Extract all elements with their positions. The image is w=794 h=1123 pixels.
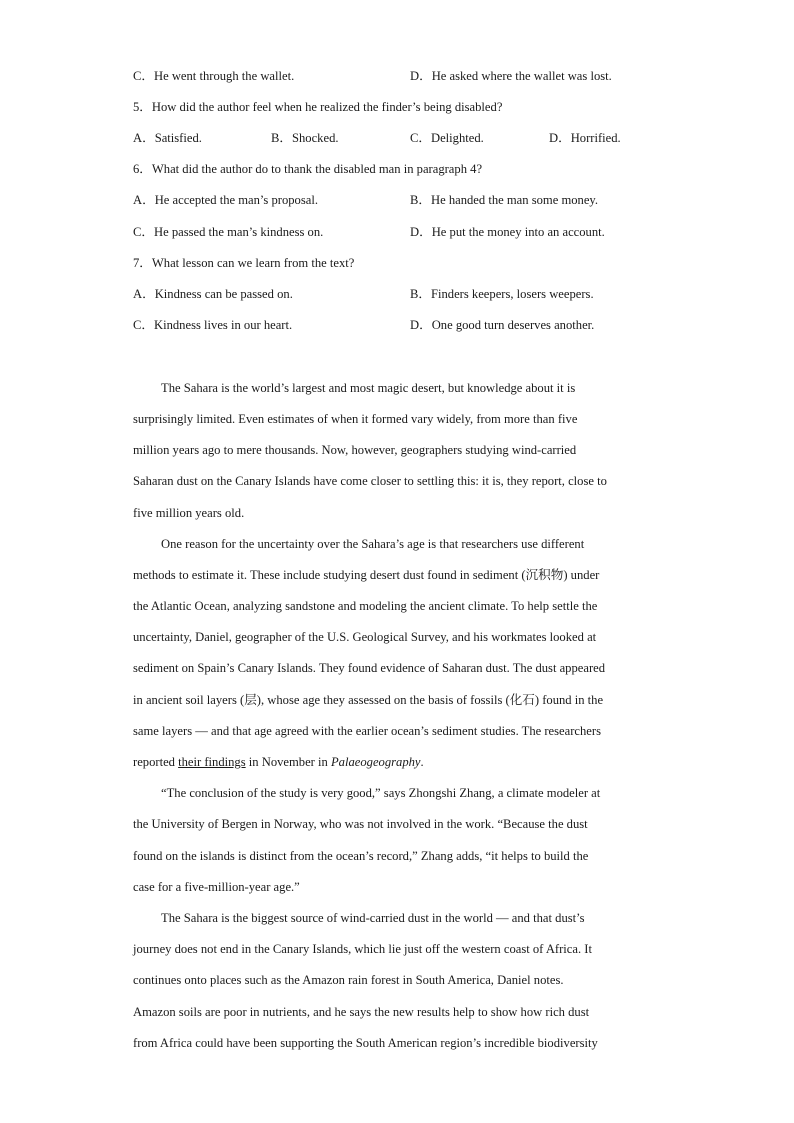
q7-option-b: B．Finders keepers, losers weepers.	[410, 287, 594, 301]
q5-option-c: C．Delighted.	[410, 131, 484, 145]
p2-last-middle: in November in	[245, 755, 331, 769]
journal-name: Palaeogeography	[330, 755, 421, 769]
p2-last-after: .	[420, 755, 424, 769]
q7-option-d: D．One good turn deserves another.	[410, 318, 595, 332]
p3-line-1: “The conclusion of the study is very good,” says Zhongshi Zhang, a climate modeler at	[161, 786, 601, 800]
p2-line-5: sediment on Spain’s Canary Islands. They found evidence of Saharan dust. The dust appeared	[133, 661, 606, 675]
p2-line-8	[133, 754, 424, 770]
p1-line-1: The Sahara is the world’s largest and most magic desert, but knowledge about it is	[161, 381, 576, 395]
p2-line-4: uncertainty, Daniel, geographer of the U.S. Geological Survey, and his workmates looked at	[133, 630, 597, 644]
q6-stem: 6．What did the author do to thank the disabled man in paragraph 4?	[133, 162, 483, 176]
q5-option-b: B．Shocked.	[271, 131, 339, 145]
q7-stem: 7．What lesson can we learn from the text?	[133, 256, 355, 270]
p1-line-4: Saharan dust on the Canary Islands have come closer to settling this: it is, they report, close to	[133, 474, 607, 488]
q5-option-d: D．Horrified.	[549, 131, 621, 145]
p1-line-2: surprisingly limited. Even estimates of when it formed vary widely, from more than five	[133, 412, 578, 426]
their-findings-underlined: their findings	[178, 755, 246, 769]
q6-option-d: D．He put the money into an account.	[410, 225, 605, 239]
p4-line-4: Amazon soils are poor in nutrients, and he says the new results help to show how rich dust	[133, 1005, 590, 1019]
p2-line-6: in ancient soil layers (层), whose age they assessed on the basis of fossils (化石) found in the	[133, 693, 604, 707]
p3-line-4: case for a five-million-year age.”	[133, 880, 300, 894]
q4-option-c: C．He went through the wallet.	[133, 69, 295, 83]
p4-line-5: from Africa could have been supporting the South American region’s incredible biodiversity	[133, 1036, 598, 1050]
p2-line-2: methods to estimate it. These include studying desert dust found in sediment (沉积物) under	[133, 568, 600, 582]
q7-option-c: C．Kindness lives in our heart.	[133, 318, 293, 332]
p2-last-before: reported	[133, 755, 179, 769]
q5-option-a: A．Satisfied.	[133, 131, 202, 145]
p4-line-2: journey does not end in the Canary Islands, which lie just off the western coast of Africa. It	[133, 942, 592, 956]
q5-stem: 5．How did the author feel when he realized the finder’s being disabled?	[133, 100, 503, 114]
p2-line-7: same layers — and that age agreed with the earlier ocean’s sediment studies. The researchers	[133, 724, 601, 738]
q6-option-b: B．He handed the man some money.	[410, 193, 599, 207]
q6-option-a: A．He accepted the man’s proposal.	[133, 193, 318, 207]
p3-line-3: found on the islands is distinct from the ocean’s record,” Zhang adds, “it helps to build the	[133, 849, 589, 863]
q4-option-d: D．He asked where the wallet was lost.	[410, 69, 612, 83]
p2-line-3: the Atlantic Ocean, analyzing sandstone and modeling the ancient climate. To help settle the	[133, 599, 598, 613]
p4-line-3: continues onto places such as the Amazon rain forest in South America, Daniel notes.	[133, 973, 564, 987]
p1-line-3: million years ago to mere thousands. Now, however, geographers studying wind-carried	[133, 443, 577, 457]
p1-line-5: five million years old.	[133, 506, 245, 520]
q7-option-a: A．Kindness can be passed on.	[133, 287, 293, 301]
p4-line-1: The Sahara is the biggest source of wind-carried dust in the world — and that dust’s	[161, 911, 585, 925]
q6-option-c: C．He passed the man’s kindness on.	[133, 225, 324, 239]
p2-line-1: One reason for the uncertainty over the Sahara’s age is that researchers use different	[161, 537, 585, 551]
p3-line-2: the University of Bergen in Norway, who was not involved in the work. “Because the dust	[133, 817, 588, 831]
